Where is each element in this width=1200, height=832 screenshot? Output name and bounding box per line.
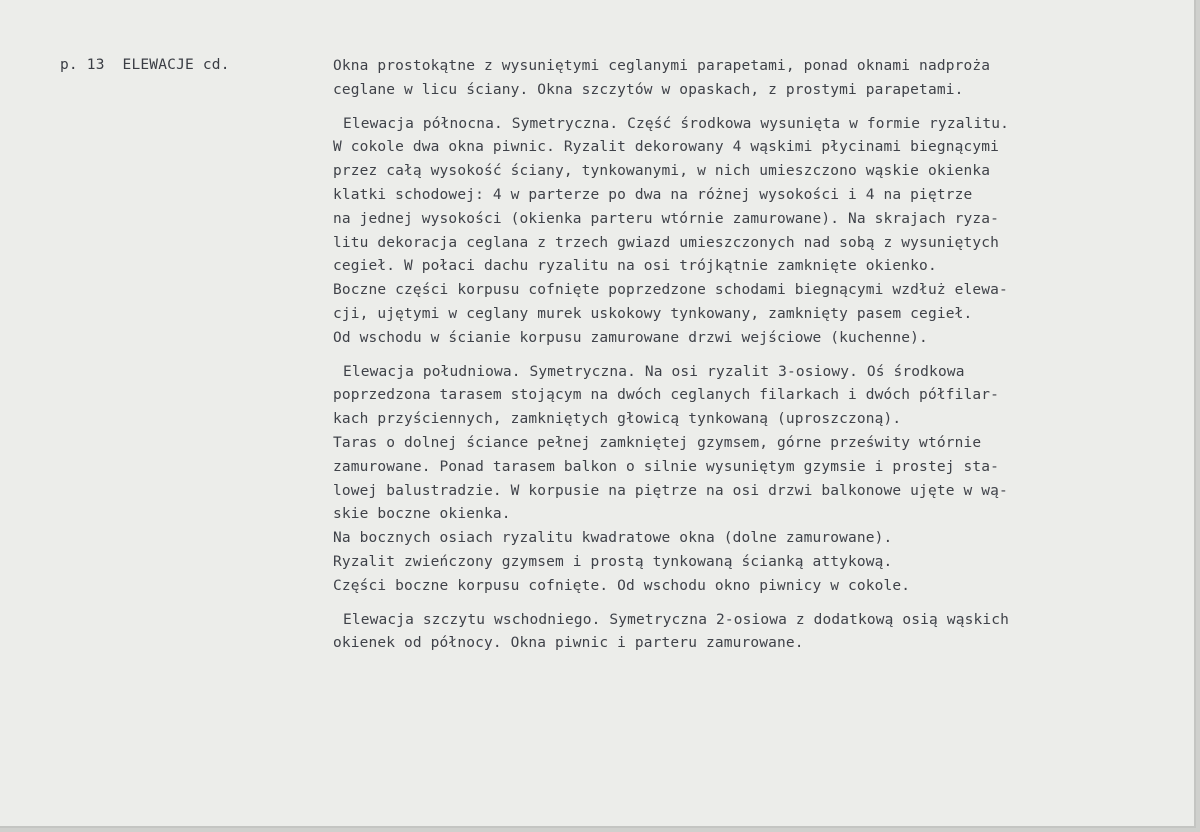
paragraph-gap bbox=[333, 351, 1173, 361]
text-line: Od wschodu w ścianie korpusu zamurowane drzwi wejściowe (kuchenne). bbox=[333, 329, 928, 346]
text-line: klatki schodowej: 4 w parterze po dwa na różnej wysokości i 4 na piętrze bbox=[333, 186, 973, 203]
paragraph-gap bbox=[333, 599, 1173, 609]
text-line: okienek od północy. Okna piwnic i parteru zamurowane. bbox=[333, 635, 804, 652]
text-line: cegieł. W połaci dachu ryzalitu na osi trójkątnie zamknięte okienko. bbox=[333, 258, 937, 275]
text-line: Ryzalit zwieńczony gzymsem i prostą tynkowaną ścianką attykową. bbox=[333, 553, 893, 570]
text-line: skie boczne okienka. bbox=[333, 506, 511, 523]
text-line: Na bocznych osiach ryzalitu kwadratowe okna (dolne zamurowane). bbox=[333, 530, 893, 547]
text-line: Elewacja północna. Symetryczna. Część środkowa wysunięta w formie ryzalitu. bbox=[343, 115, 1009, 132]
text-line: zamurowane. Ponad tarasem balkon o silnie wysuniętym gzymsie i prostej sta- bbox=[333, 458, 999, 475]
text-line: lowej balustradzie. W korpusie na piętrze na osi drzwi balkonowe ujęte w wą- bbox=[333, 482, 1008, 499]
text-line: litu dekoracja ceglana z trzech gwiazd umieszczonych nad sobą z wysuniętych bbox=[333, 234, 999, 251]
paragraph bbox=[333, 113, 1173, 351]
text-line: Okna prostokątne z wysuniętymi ceglanymi parapetami, ponad oknami nadproża bbox=[333, 58, 991, 74]
text-line: W cokole dwa okna piwnic. Ryzalit dekorowany 4 wąskimi płycinami biegnącymi bbox=[333, 139, 999, 156]
paragraph bbox=[333, 361, 1173, 599]
paragraph bbox=[333, 55, 1173, 103]
text-line: Elewacja szczytu wschodniego. Symetryczna 2-osiowa z dodatkową osią wąskich bbox=[343, 611, 1009, 628]
text-line: cji, ujętymi w ceglany murek uskokowy tynkowany, zamknięty pasem cegieł. bbox=[333, 305, 973, 322]
text-line: Części boczne korpusu cofnięte. Od wschodu okno piwnicy w cokole. bbox=[333, 577, 911, 594]
text-line: Elewacja południowa. Symetryczna. Na osi ryzalit 3-osiowy. Oś środkowa bbox=[343, 363, 965, 380]
text-line: Boczne części korpusu cofnięte poprzedzone schodami biegnącymi wzdłuż elewa- bbox=[333, 282, 1008, 299]
text-line: na jednej wysokości (okienka parteru wtórnie zamurowane). Na skrajach ryza- bbox=[333, 210, 999, 227]
paragraph bbox=[333, 609, 1173, 657]
text-line: poprzedzona tarasem stojącym na dwóch ceglanych filarkach i dwóch półfilar- bbox=[333, 387, 999, 404]
text-line: ceglane w licu ściany. Okna szczytów w opaskach, z prostymi parapetami. bbox=[333, 81, 964, 98]
text-line: przez całą wysokość ściany, tynkowanymi, w nich umieszczono wąskie okienka bbox=[333, 163, 991, 180]
document-body bbox=[333, 55, 1173, 656]
paragraph-gap bbox=[333, 103, 1173, 113]
text-line: Taras o dolnej ściance pełnej zamkniętej gzymsem, górne prześwity wtórnie bbox=[333, 434, 982, 451]
section-label: p. 13 ELEWACJE cd. bbox=[60, 57, 230, 73]
text-line: kach przyściennych, zamkniętych głowicą tynkowaną (uproszczoną). bbox=[333, 411, 902, 428]
